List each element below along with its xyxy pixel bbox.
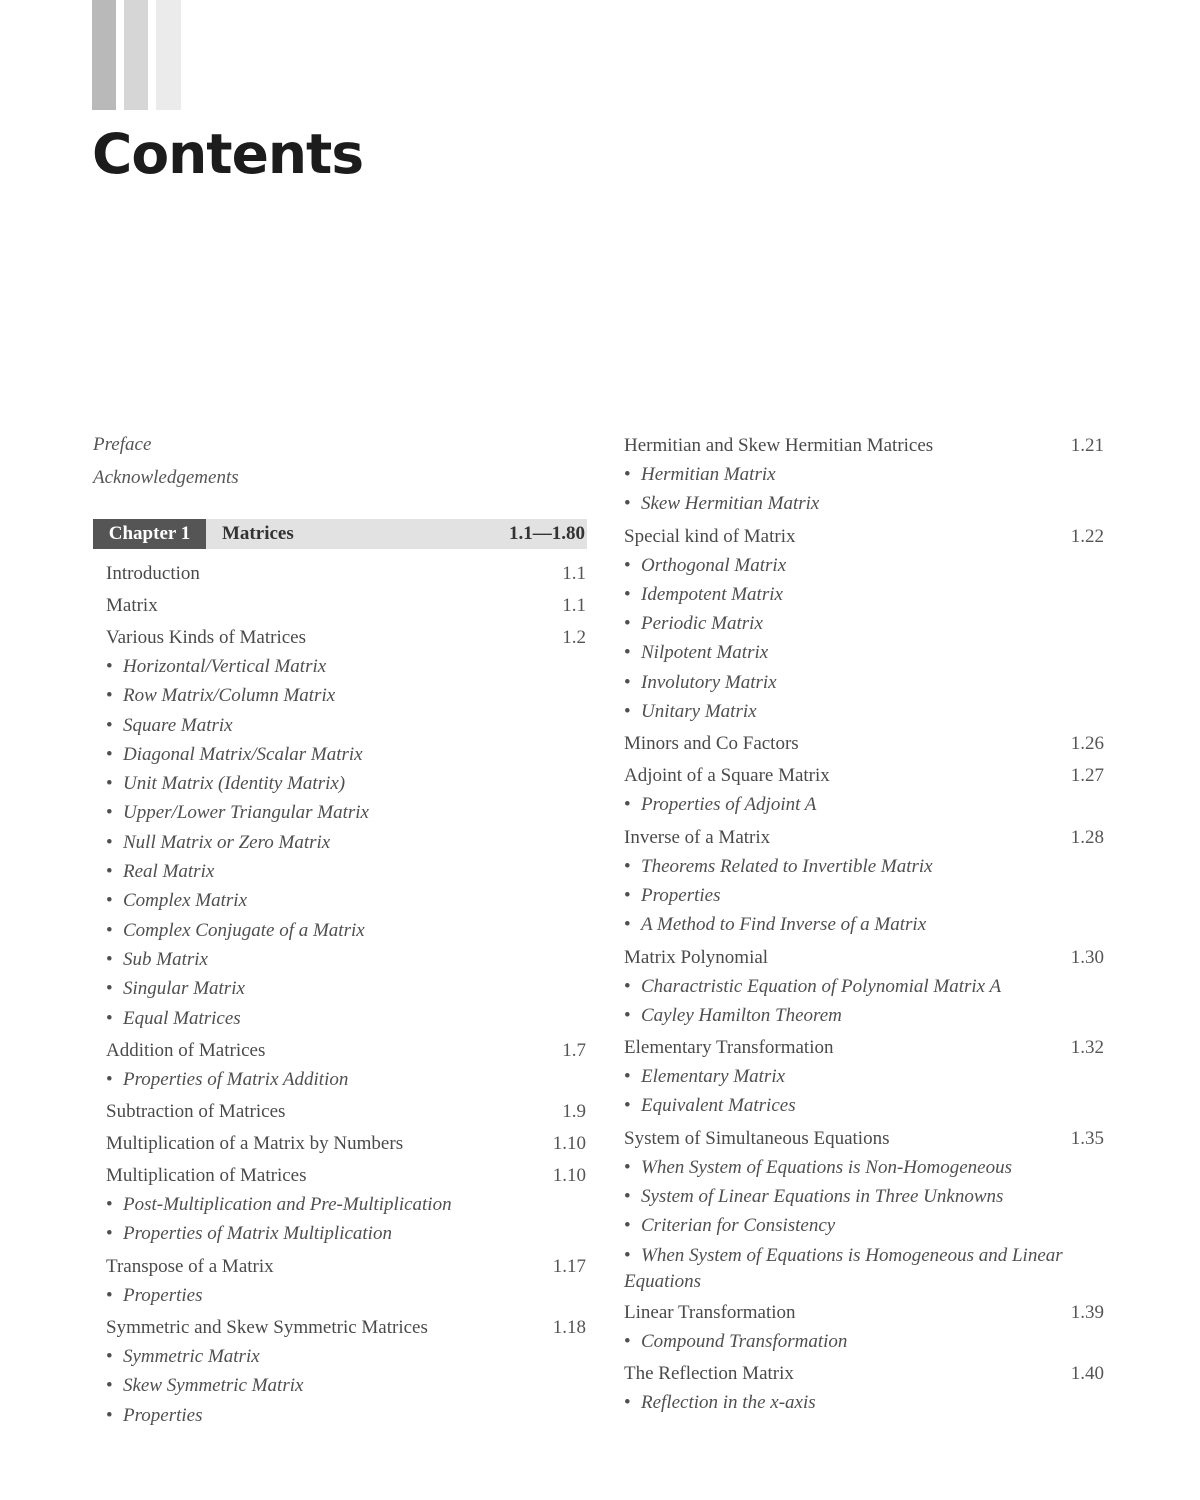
toc-entry[interactable] bbox=[106, 1161, 586, 1190]
header-bar-light bbox=[156, 0, 181, 110]
toc-subentry-title: When System of Equations is Non-Homogeneous bbox=[641, 1156, 1012, 1178]
toc-subentry-title: When System of Equations is Homogeneous and Linear Equations bbox=[624, 1244, 1063, 1292]
toc-subentry[interactable] bbox=[624, 697, 1104, 726]
bullet-icon: • bbox=[624, 914, 631, 936]
toc-subentry-title: Nilpotent Matrix bbox=[641, 642, 769, 664]
toc-entry-page: 1.1 bbox=[562, 563, 586, 584]
toc-subentry-title: Null Matrix or Zero Matrix bbox=[123, 831, 331, 853]
bullet-icon: • bbox=[106, 1284, 113, 1306]
toc-subentry-title: Real Matrix bbox=[123, 861, 215, 883]
toc-entry-page: 1.28 bbox=[1070, 826, 1104, 848]
bullet-icon: • bbox=[106, 802, 113, 824]
chapter-page-range: 1.1—1.80 bbox=[509, 523, 585, 544]
toc-entry-page: 1.40 bbox=[1070, 1362, 1104, 1384]
toc-subentry-title: Equal Matrices bbox=[123, 1007, 241, 1029]
toc-entry[interactable] bbox=[106, 591, 586, 620]
bullet-icon: • bbox=[624, 884, 631, 906]
toc-entry-title: Elementary Transformation bbox=[624, 1037, 834, 1059]
toc-subentry[interactable] bbox=[624, 1091, 1104, 1120]
toc-entry[interactable] bbox=[106, 1252, 586, 1281]
toc-subentry-title: Properties of Adjoint A bbox=[641, 794, 817, 816]
toc-subentry-title: Post-Multiplication and Pre-Multiplication bbox=[123, 1194, 452, 1216]
chapter-title: Matrices bbox=[222, 523, 294, 544]
toc-entry-page: 1.9 bbox=[562, 1101, 586, 1123]
toc-entry-page: 1.39 bbox=[1070, 1301, 1104, 1323]
toc-entry-title: Multiplication of Matrices bbox=[106, 1165, 307, 1187]
toc-entry-title: Adjoint of a Square Matrix bbox=[624, 765, 830, 787]
toc-entry-title: Inverse of a Matrix bbox=[624, 826, 771, 848]
bullet-icon: • bbox=[624, 1186, 631, 1208]
toc-subentry-title: Upper/Lower Triangular Matrix bbox=[123, 802, 369, 824]
front-matter-acknowledgements[interactable]: Acknowledgements bbox=[93, 467, 239, 488]
toc-entry[interactable] bbox=[106, 1313, 586, 1342]
bullet-icon: • bbox=[106, 1346, 113, 1368]
bullet-icon: • bbox=[624, 794, 631, 816]
toc-subentry[interactable] bbox=[624, 668, 1104, 697]
toc-entry-page: 1.21 bbox=[1070, 435, 1104, 456]
bullet-icon: • bbox=[106, 948, 113, 970]
toc-entry-page: 1.2 bbox=[562, 627, 586, 648]
toc-entry-title: Introduction bbox=[106, 563, 200, 584]
toc-subentry[interactable] bbox=[624, 1243, 1104, 1295]
toc-entry-title: Various Kinds of Matrices bbox=[106, 627, 306, 648]
toc-subentry[interactable] bbox=[106, 652, 586, 681]
bullet-icon: • bbox=[106, 861, 113, 883]
toc-subentry[interactable] bbox=[624, 1211, 1104, 1240]
bullet-icon: • bbox=[624, 1066, 631, 1088]
toc-subentry-title: Properties bbox=[641, 884, 721, 906]
toc-subentry[interactable] bbox=[624, 460, 1104, 489]
toc-subentry-title: Complex Matrix bbox=[123, 890, 248, 912]
toc-left-column bbox=[106, 556, 586, 1430]
toc-subentry-title: Properties bbox=[123, 1404, 203, 1426]
bullet-icon: • bbox=[624, 1156, 631, 1178]
toc-entry-title: Minors and Co Factors bbox=[624, 733, 799, 755]
bullet-icon: • bbox=[624, 464, 631, 485]
bullet-icon: • bbox=[106, 773, 113, 795]
toc-subentry[interactable] bbox=[624, 881, 1104, 910]
toc-entry-page: 1.30 bbox=[1070, 946, 1104, 968]
toc-subentry[interactable] bbox=[106, 1190, 586, 1219]
bullet-icon: • bbox=[106, 1194, 113, 1216]
toc-subentry-title: Unit Matrix (Identity Matrix) bbox=[123, 773, 346, 795]
toc-subentry-title: Properties of Matrix Addition bbox=[123, 1068, 349, 1090]
page-title: Contents bbox=[92, 122, 364, 186]
front-matter-preface[interactable]: Preface bbox=[93, 434, 152, 455]
toc-subentry[interactable] bbox=[106, 916, 586, 945]
bullet-icon: • bbox=[624, 701, 631, 723]
toc-subentry-title: System of Linear Equations in Three Unknowns bbox=[641, 1186, 1004, 1208]
toc-entry-page: 1.7 bbox=[562, 1039, 586, 1061]
toc-subentry-title: Equivalent Matrices bbox=[641, 1095, 796, 1117]
toc-subentry[interactable] bbox=[106, 828, 586, 857]
toc-subentry-title: Sub Matrix bbox=[123, 948, 208, 970]
toc-entry[interactable] bbox=[624, 943, 1104, 972]
toc-entry-page: 1.32 bbox=[1070, 1037, 1104, 1059]
bullet-icon: • bbox=[106, 978, 113, 1000]
toc-entry[interactable] bbox=[106, 559, 586, 588]
toc-subentry[interactable] bbox=[106, 886, 586, 915]
toc-subentry-title: Symmetric Matrix bbox=[123, 1346, 260, 1368]
toc-entry-title: Symmetric and Skew Symmetric Matrices bbox=[106, 1317, 428, 1339]
bullet-icon: • bbox=[624, 642, 631, 664]
toc-entry[interactable] bbox=[624, 1033, 1104, 1062]
toc-subentry-title: Diagonal Matrix/Scalar Matrix bbox=[123, 743, 363, 765]
toc-subentry[interactable] bbox=[106, 1281, 586, 1310]
toc-subentry-title: Periodic Matrix bbox=[641, 613, 763, 635]
toc-subentry-title: Reflection in the x-axis bbox=[641, 1391, 816, 1413]
toc-entry[interactable] bbox=[106, 623, 586, 652]
header-bar-dark bbox=[92, 0, 116, 110]
toc-subentry[interactable] bbox=[106, 798, 586, 827]
toc-subentry-title: Idempotent Matrix bbox=[641, 583, 783, 605]
toc-subentry[interactable] bbox=[624, 1153, 1104, 1182]
toc-subentry-title: Square Matrix bbox=[123, 714, 233, 736]
toc-subentry[interactable] bbox=[624, 1327, 1104, 1356]
toc-subentry[interactable] bbox=[624, 972, 1104, 1001]
toc-entry-title: Hermitian and Skew Hermitian Matrices bbox=[624, 435, 934, 456]
toc-entry-title: Special kind of Matrix bbox=[624, 525, 796, 547]
toc-subentry[interactable] bbox=[624, 609, 1104, 638]
toc-subentry-title: Involutory Matrix bbox=[641, 671, 777, 693]
bullet-icon: • bbox=[624, 975, 631, 997]
toc-subentry-title: Singular Matrix bbox=[123, 978, 245, 1000]
bullet-icon: • bbox=[106, 1404, 113, 1426]
bullet-icon: • bbox=[624, 1004, 631, 1026]
bullet-icon: • bbox=[624, 855, 631, 877]
bullet-icon: • bbox=[624, 671, 631, 693]
toc-entry[interactable] bbox=[106, 1097, 586, 1126]
toc-subentry-title: A Method to Find Inverse of a Matrix bbox=[641, 914, 927, 936]
toc-subentry-title: Theorems Related to Invertible Matrix bbox=[641, 855, 933, 877]
toc-subentry-title: Skew Symmetric Matrix bbox=[123, 1375, 304, 1397]
bullet-icon: • bbox=[106, 1068, 113, 1090]
toc-entry[interactable] bbox=[624, 1359, 1104, 1388]
toc-subentry-title: Properties of Matrix Multiplication bbox=[123, 1223, 392, 1245]
toc-subentry[interactable] bbox=[624, 852, 1104, 881]
toc-subentry[interactable] bbox=[106, 681, 586, 710]
toc-entry-page: 1.10 bbox=[552, 1165, 586, 1187]
toc-subentry-title: Compound Transformation bbox=[641, 1330, 848, 1352]
bullet-icon: • bbox=[624, 1391, 631, 1413]
toc-entry[interactable] bbox=[624, 1298, 1104, 1327]
toc-entry-page: 1.18 bbox=[552, 1317, 586, 1339]
toc-subentry[interactable] bbox=[624, 489, 1104, 518]
header-bar-medium bbox=[124, 0, 148, 110]
bullet-icon: • bbox=[106, 1375, 113, 1397]
toc-subentry-title: Elementary Matrix bbox=[641, 1066, 786, 1088]
toc-entry-page: 1.10 bbox=[552, 1133, 586, 1155]
bullet-icon: • bbox=[106, 714, 113, 736]
toc-entry[interactable] bbox=[624, 729, 1104, 758]
toc-subentry-title: Row Matrix/Column Matrix bbox=[123, 685, 336, 707]
bullet-icon: • bbox=[106, 685, 113, 707]
toc-subentry[interactable] bbox=[106, 1401, 586, 1430]
toc-subentry[interactable] bbox=[624, 1001, 1104, 1030]
bullet-icon: • bbox=[624, 1244, 631, 1266]
toc-entry-page: 1.27 bbox=[1070, 765, 1104, 787]
bullet-icon: • bbox=[624, 1095, 631, 1117]
toc-entry-title: Subtraction of Matrices bbox=[106, 1101, 286, 1123]
toc-entry-title: Addition of Matrices bbox=[106, 1039, 266, 1061]
bullet-icon: • bbox=[624, 583, 631, 605]
toc-entry-title: Transpose of a Matrix bbox=[106, 1255, 274, 1277]
toc-subentry-title: Hermitian Matrix bbox=[641, 464, 776, 485]
toc-subentry[interactable] bbox=[624, 1388, 1104, 1417]
toc-entry[interactable] bbox=[106, 1036, 586, 1065]
toc-entry-title: Multiplication of a Matrix by Numbers bbox=[106, 1133, 404, 1155]
toc-subentry[interactable] bbox=[106, 857, 586, 886]
toc-subentry-title: Cayley Hamilton Theorem bbox=[641, 1004, 842, 1026]
toc-entry-page: 1.1 bbox=[562, 595, 586, 616]
toc-entry-title: The Reflection Matrix bbox=[624, 1362, 794, 1384]
toc-subentry[interactable] bbox=[624, 1182, 1104, 1211]
bullet-icon: • bbox=[106, 656, 113, 677]
bullet-icon: • bbox=[624, 1215, 631, 1237]
toc-right-column bbox=[624, 428, 1104, 1417]
toc-entry-title: System of Simultaneous Equations bbox=[624, 1127, 890, 1149]
toc-subentry[interactable] bbox=[106, 945, 586, 974]
chapter-heading[interactable] bbox=[93, 519, 587, 549]
toc-subentry-title: Properties bbox=[123, 1284, 203, 1306]
bullet-icon: • bbox=[106, 1223, 113, 1245]
bullet-icon: • bbox=[624, 1330, 631, 1352]
toc-entry-page: 1.35 bbox=[1070, 1127, 1104, 1149]
chapter-label: Chapter 1 bbox=[93, 519, 206, 549]
bullet-icon: • bbox=[106, 743, 113, 765]
toc-subentry-title: Criterian for Consistency bbox=[641, 1215, 836, 1237]
front-matter-list bbox=[93, 428, 573, 494]
toc-subentry-title: Horizontal/Vertical Matrix bbox=[123, 656, 327, 677]
toc-subentry[interactable] bbox=[624, 790, 1104, 819]
toc-entry-title: Matrix bbox=[106, 595, 158, 616]
toc-entry-page: 1.26 bbox=[1070, 733, 1104, 755]
bullet-icon: • bbox=[106, 890, 113, 912]
toc-entry[interactable] bbox=[106, 1129, 586, 1158]
toc-subentry-title: Skew Hermitian Matrix bbox=[641, 493, 820, 515]
toc-subentry-title: Complex Conjugate of a Matrix bbox=[123, 919, 365, 941]
toc-subentry[interactable] bbox=[106, 740, 586, 769]
bullet-icon: • bbox=[624, 493, 631, 515]
toc-entry[interactable] bbox=[624, 1124, 1104, 1153]
toc-subentry[interactable] bbox=[106, 974, 586, 1003]
toc-entry-title: Linear Transformation bbox=[624, 1301, 796, 1323]
toc-subentry[interactable] bbox=[106, 1342, 586, 1371]
toc-entry-title: Matrix Polynomial bbox=[624, 946, 769, 968]
toc-subentry[interactable] bbox=[624, 1062, 1104, 1091]
toc-entry[interactable] bbox=[624, 761, 1104, 790]
toc-subentry[interactable] bbox=[106, 1004, 586, 1033]
toc-entry-page: 1.22 bbox=[1070, 525, 1104, 547]
toc-subentry[interactable] bbox=[624, 638, 1104, 667]
bullet-icon: • bbox=[624, 613, 631, 635]
toc-entry[interactable] bbox=[624, 522, 1104, 551]
toc-subentry-title: Orthogonal Matrix bbox=[641, 554, 787, 576]
toc-subentry[interactable] bbox=[106, 711, 586, 740]
bullet-icon: • bbox=[624, 554, 631, 576]
toc-entry[interactable] bbox=[624, 431, 1104, 460]
toc-subentry[interactable] bbox=[624, 551, 1104, 580]
toc-entry-page: 1.17 bbox=[552, 1255, 586, 1277]
toc-entry[interactable] bbox=[624, 823, 1104, 852]
toc-subentry-title: Unitary Matrix bbox=[641, 701, 757, 723]
toc-subentry[interactable] bbox=[106, 1219, 586, 1248]
toc-subentry[interactable] bbox=[106, 769, 586, 798]
bullet-icon: • bbox=[106, 919, 113, 941]
bullet-icon: • bbox=[106, 1007, 113, 1029]
toc-subentry[interactable] bbox=[624, 580, 1104, 609]
bullet-icon: • bbox=[106, 831, 113, 853]
toc-subentry[interactable] bbox=[624, 910, 1104, 939]
toc-subentry-title: Charactristic Equation of Polynomial Matrix A bbox=[641, 975, 1002, 997]
toc-subentry[interactable] bbox=[106, 1065, 586, 1094]
toc-subentry[interactable] bbox=[106, 1371, 586, 1400]
